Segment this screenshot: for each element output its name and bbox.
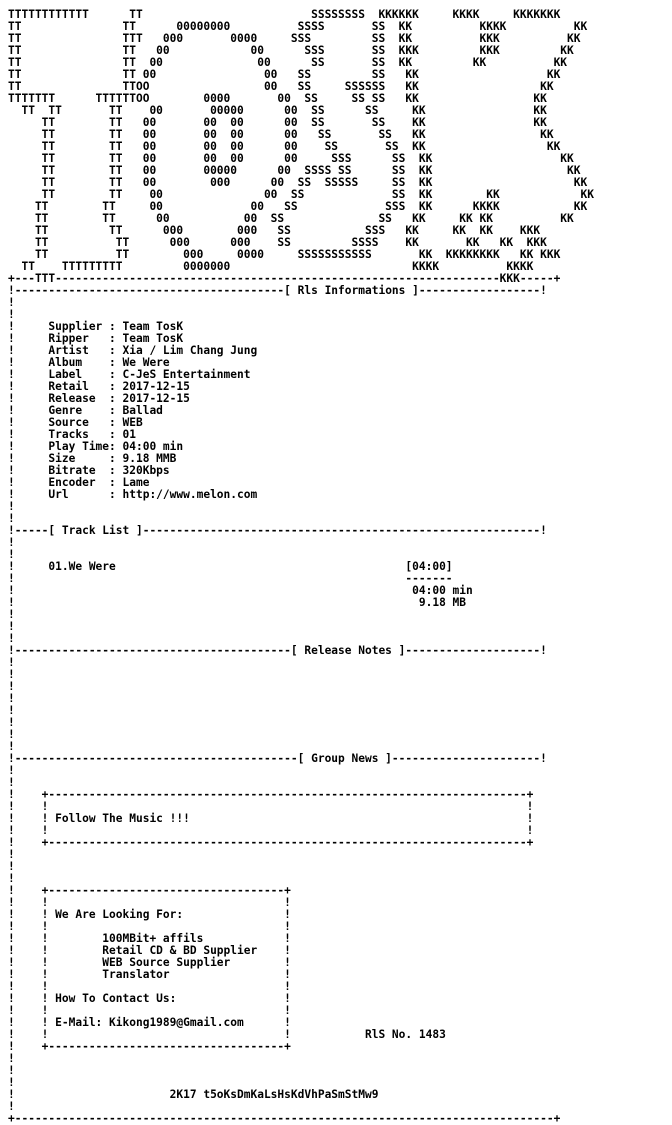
blank-line: ! [8, 764, 15, 777]
section-header: !----------------------------------------[ Rls Informations ]------------------! [8, 284, 547, 297]
total-time: ! 04:00 min [8, 584, 473, 597]
footer-text: ! 2K17 t5oKsDmKaLsHsKdVhPaSmStMw9 [8, 1088, 379, 1101]
contact-box-line: ! ! ! RlS No. 1483 [8, 1028, 446, 1041]
section-header: !-----[ Track List ]-----------------------------------------------------------! [8, 524, 547, 537]
logo-line: TT TT 00 00 SS SS KK KK KK [8, 188, 594, 201]
track-item: ! 01.We Were [04:00] [8, 560, 453, 573]
info-line: ! Bitrate : 320Kbps [8, 464, 170, 477]
logo-line: TT TT 00 00 SSS SS KKK KKK KK [8, 44, 574, 57]
info-line: ! Source : WEB [8, 416, 143, 429]
logo-line: TT TT 00 00 00 00 SS SS KK KK [8, 128, 554, 141]
section-header: !------------------------------------------[ Group News ]----------------------! [8, 752, 547, 765]
logo-line: TT TT 00 00 SS SS KK KK KK [8, 56, 568, 69]
blank-line: ! [8, 620, 15, 633]
blank-line: ! [8, 548, 15, 561]
logo-line: TT TT 00 00 SS SS KK KK [8, 68, 561, 81]
blank-line: ! [8, 860, 15, 873]
logo-line: TT TTOO 00 SS SSSSSS KK KK [8, 80, 554, 93]
blank-line: ! [8, 512, 15, 525]
section-header: !-----------------------------------------[ Release Notes ]--------------------! [8, 644, 547, 657]
contact-box-line: ! ! WEB Source Supplier ! [8, 956, 291, 969]
info-line: ! Album : We Were [8, 356, 170, 369]
follow-box-line: ! +-----------------------------------------------------------------------+ [8, 788, 534, 801]
blank-line: ! [8, 740, 15, 753]
blank-line: ! [8, 1100, 15, 1113]
track-divider: ! ------- [8, 572, 453, 585]
contact-box-line: ! ! ! [8, 1004, 291, 1017]
blank-line: ! [8, 1064, 15, 1077]
info-line: ! Supplier : Team TosK [8, 320, 184, 333]
blank-line: ! [8, 668, 15, 681]
logo-line: TTTTTTTTTTTT TT SSSSSSSS KKKKKK KKKK KKKKKKK [8, 8, 561, 21]
contact-box-line: ! ! Retail CD & BD Supplier ! [8, 944, 291, 957]
blank-line: ! [8, 632, 15, 645]
follow-box-line: ! ! ! [8, 824, 534, 837]
blank-line: ! [8, 848, 15, 861]
logo-line: TT TT TT 00 00000 00 SS SS KK KK [8, 104, 547, 117]
info-line: ! Size : 9.18 MMB [8, 452, 177, 465]
info-line: ! Artist : Xia / Lim Chang Jung [8, 344, 258, 357]
contact-box-line: ! ! ! [8, 896, 291, 909]
logo-line: TT TT 000 0000 SSSSSSSSSSS KK KKKKKKKK KK KKK [8, 248, 561, 261]
logo-line: TT TTT 000 0000 SSS SS KK KKK KK [8, 32, 581, 45]
follow-box-line: ! ! Follow The Music !!! ! [8, 812, 534, 825]
info-line: ! Ripper : Team TosK [8, 332, 184, 345]
info-line: ! Encoder : Lame [8, 476, 150, 489]
logo-line: TT TT 000 000 SS SSSS KK KK KK KKK [8, 236, 547, 249]
contact-box-line: ! ! 100MBit+ affils ! [8, 932, 291, 945]
contact-box-line: ! +-----------------------------------+ [8, 1040, 291, 1053]
logo-line: TT TT 00 000 00 SS SSSSS SS KK KK [8, 176, 588, 189]
follow-box-line: ! +-----------------------------------------------------------------------+ [8, 836, 534, 849]
logo-line: TT TT 000 000 SS SSS KK KK KK KKK [8, 224, 541, 237]
blank-line: ! [8, 296, 15, 309]
blank-line: ! [8, 872, 15, 885]
info-line: ! Label : C-JeS Entertainment [8, 368, 251, 381]
info-line: ! Play Time: 04:00 min [8, 440, 184, 453]
info-line: ! Url : http://www.melon.com [8, 488, 258, 501]
section-title: [ Rls Informations ] [284, 284, 419, 297]
bottom-border: +--------------------------------------------------------------------------------+ [8, 1112, 561, 1125]
blank-line: ! [8, 680, 15, 693]
section-title: [ Release Notes ] [290, 644, 406, 657]
blank-line: ! [8, 776, 15, 789]
blank-line: ! [8, 692, 15, 705]
blank-line: ! [8, 608, 15, 621]
section-title: [ Track List ] [48, 524, 143, 537]
logo-line: TT TT 00 00 SS SS KK KK KK KK [8, 212, 574, 225]
blank-line: ! [8, 716, 15, 729]
follow-box-line: ! ! ! [8, 800, 534, 813]
blank-line: ! [8, 728, 15, 741]
contact-box-line: ! ! Translator ! [8, 968, 291, 981]
total-size: ! 9.18 MB [8, 596, 467, 609]
blank-line: ! [8, 1076, 15, 1089]
blank-line: ! [8, 656, 15, 669]
nfo-text [8, 9, 594, 1125]
logo-line: TT TTTTTTTTT 0000000 KKKK KKKK [8, 260, 534, 273]
contact-box-line: ! ! ! [8, 980, 291, 993]
logo-line: TT TT 00 00 00 00 SS SS KK KK [8, 116, 547, 129]
logo-line: TTTTTTT TTTTTTOO 0000 00 SS SS SS KK KK [8, 92, 547, 105]
blank-line: ! [8, 308, 15, 321]
logo-line: TT TT 00 00 00 00 SS SS KK KK [8, 140, 561, 153]
contact-box-line: ! +-----------------------------------+ [8, 884, 291, 897]
blank-line: ! [8, 704, 15, 717]
logo-line: TT TT 00 00000 00 SSSS SS SS KK KK [8, 164, 581, 177]
info-line: ! Tracks : 01 [8, 428, 136, 441]
contact-box-line: ! ! ! [8, 920, 291, 933]
blank-line: ! [8, 1052, 15, 1065]
section-title: [ Group News ] [297, 752, 392, 765]
contact-box-line: ! ! How To Contact Us: ! [8, 992, 291, 1005]
contact-box-line: ! ! E-Mail: Kikong1989@Gmail.com ! [8, 1016, 291, 1029]
info-line: ! Release : 2017-12-15 [8, 392, 190, 405]
logo-line: +---TTT------------------------------------------------------------------KKK-----+ [8, 272, 561, 285]
info-line: ! Retail : 2017-12-15 [8, 380, 190, 393]
logo-line: TT TT 00 00 00 00 SSS SS KK KK [8, 152, 574, 165]
blank-line: ! [8, 536, 15, 549]
logo-line: TT TT 00 00 SS SSS KK KKKK KK [8, 200, 588, 213]
blank-line: ! [8, 500, 15, 513]
contact-box-line: ! ! We Are Looking For: ! [8, 908, 291, 921]
info-line: ! Genre : Ballad [8, 404, 163, 417]
logo-line: TT TT 00000000 SSSS SS KK KKKK KK [8, 20, 588, 33]
